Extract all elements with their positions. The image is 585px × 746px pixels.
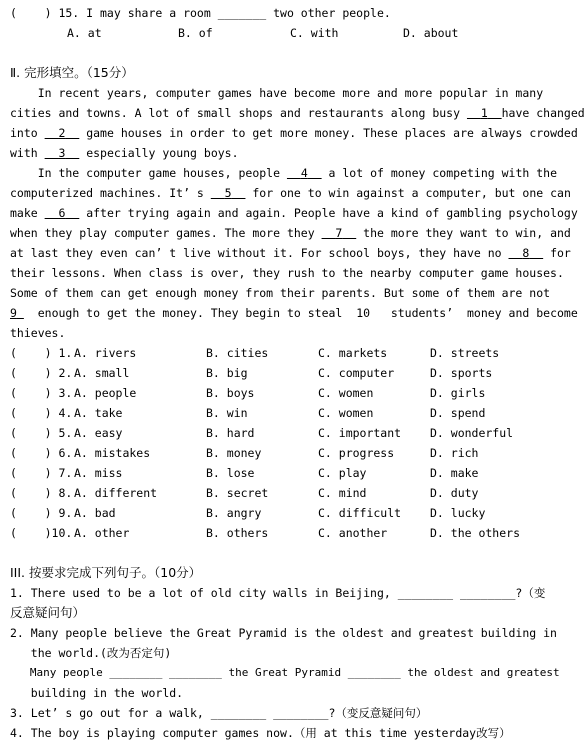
blank-2: 2 xyxy=(58,126,66,140)
task-line: building in the world. xyxy=(10,686,184,700)
q15-option-c: C. with xyxy=(290,26,339,40)
blank-3: 3 xyxy=(58,146,66,160)
passage-line: at last they even can’ t live without it. For school boys, they have no 8 for xyxy=(10,246,571,260)
blank-1: 1 xyxy=(480,106,488,120)
task-line: 1. There used to be a lot of old city walls in Beijing, ________ ________?（变 xyxy=(10,586,546,600)
section-3-title: III. 按要求完成下列句子。（10分） xyxy=(10,565,202,580)
passage-line: into 2 game houses in order to get more money. These places are always crowded xyxy=(10,126,578,140)
passage-line: computerized machines. It’ s 5 for one to win against a computer, but one can xyxy=(10,186,571,200)
passage-line: when they play computer games. The more they 7 the more they want to win, and xyxy=(10,226,571,240)
passage-line: thieves. xyxy=(10,326,66,340)
task-line: 4. The boy is playing computer games now.（用 at this time yesterday改写） xyxy=(10,726,511,740)
q15-option-d: D. about xyxy=(403,26,459,40)
passage-line: with 3 especially young boys. xyxy=(10,146,239,160)
task-line: 2. Many people believe the Great Pyramid is the oldest and greatest building in xyxy=(10,626,557,640)
blank-8: 8 xyxy=(522,246,530,260)
task-line: Many people ________ ________ the Great Pyramid ________ the oldest and greatest xyxy=(10,666,560,679)
passage-line: cities and towns. A lot of small shops and restaurants along busy 1 have changed xyxy=(10,106,585,120)
passage-line: their lessons. When class is over, they rush to the nearby computer game houses. xyxy=(10,266,564,280)
task-line: 反意疑问句） xyxy=(10,605,86,620)
blank-7: 7 xyxy=(335,226,343,240)
q15-option-a: A. at xyxy=(67,26,102,40)
blank-4: 4 xyxy=(300,166,308,180)
task-line: the world.(改为否定句) xyxy=(10,646,172,660)
q15-option-b: B. of xyxy=(178,26,213,40)
passage-line: make 6 after trying again and again. People have a kind of gambling psychology xyxy=(10,206,578,220)
section-2-title: Ⅱ. 完形填空。（15分） xyxy=(10,65,134,80)
passage-line: In recent years, computer games have become more and more popular in many xyxy=(10,86,544,100)
passage-line: 9 enough to get the money. They begin to steal 10 students’ money and become xyxy=(10,306,578,320)
passage-line: Some of them can get enough money from their parents. But some of them are not xyxy=(10,286,551,300)
question-15: ( ) 15. I may share a room _______ two other people. xyxy=(10,6,391,20)
task-line: 3. Let’ s go out for a walk, ________ ________?（变反意疑问句） xyxy=(10,706,428,720)
blank-6: 6 xyxy=(58,206,66,220)
passage-line: In the computer game houses, people 4 a lot of money competing with the xyxy=(10,166,558,180)
blank-5: 5 xyxy=(224,186,232,200)
blank-9: 9 xyxy=(10,306,17,320)
